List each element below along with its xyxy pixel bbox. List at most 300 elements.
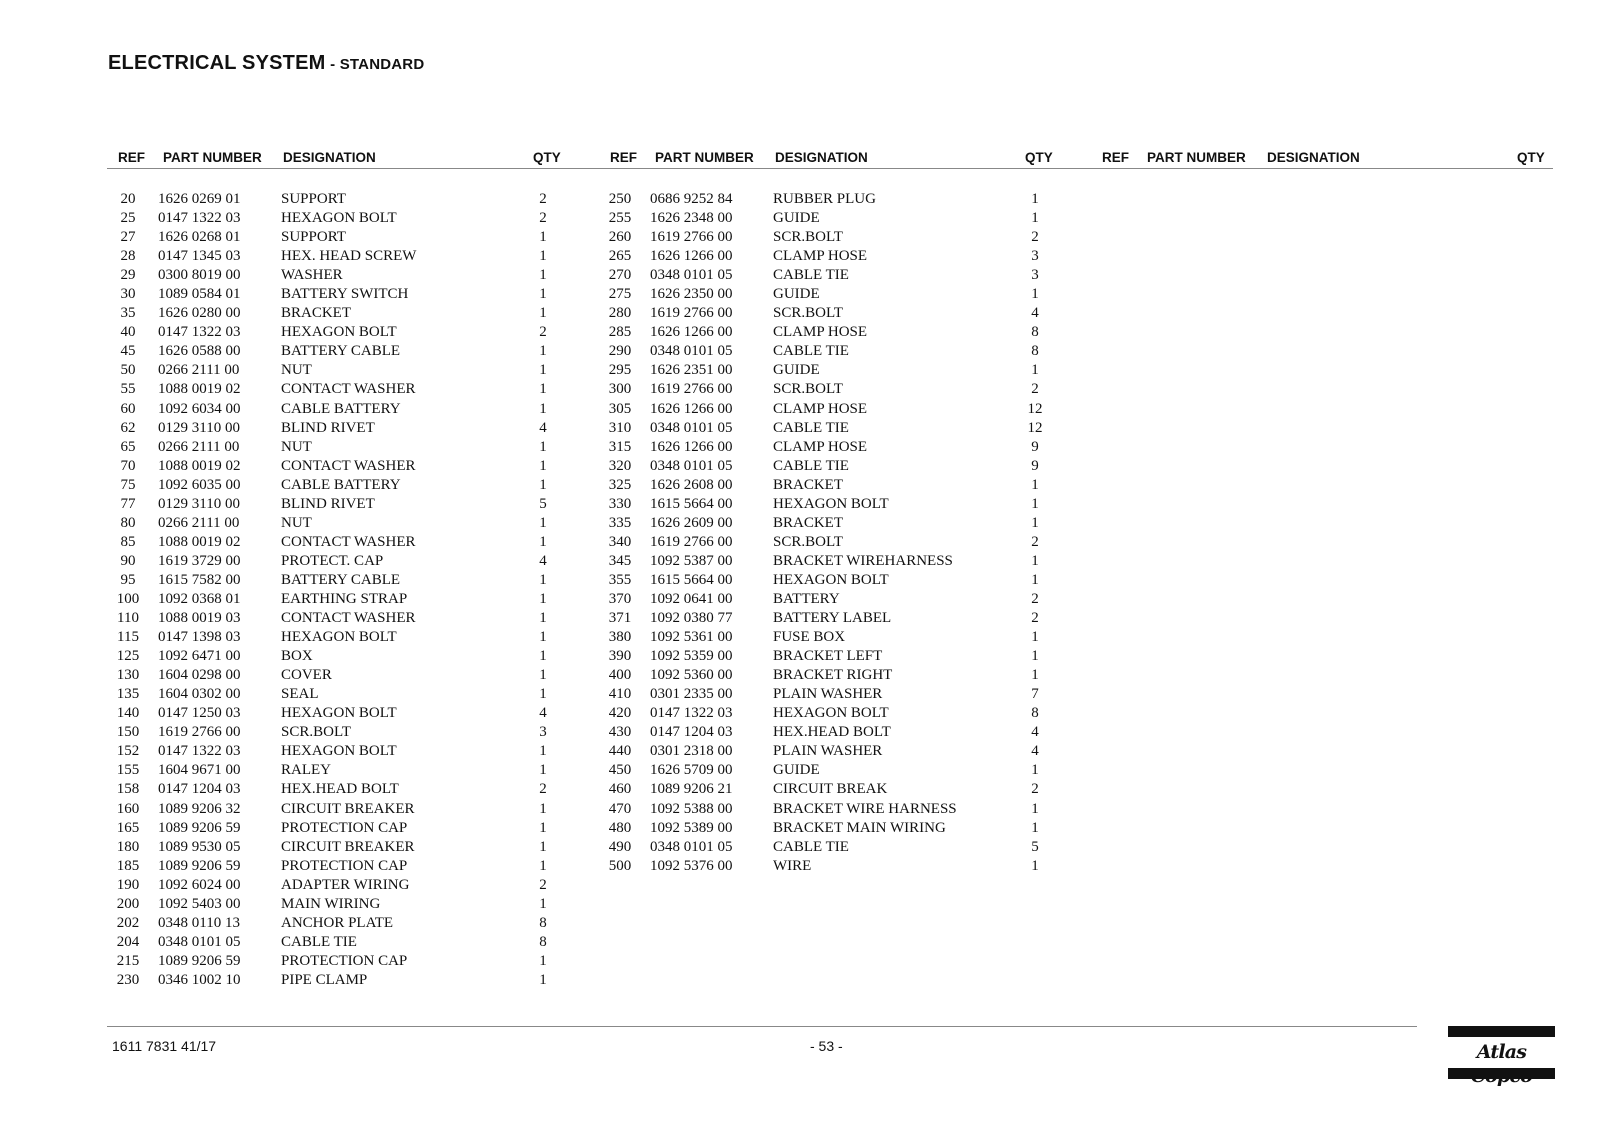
ref-cell: 30 [120,286,136,303]
part-number-cell: 1619 2766 00 [158,724,241,741]
qty-cell: 1 [1031,857,1039,874]
qty-cell: 8 [1031,705,1039,722]
part-number-cell: 1626 0268 01 [158,229,241,246]
qty-cell: 1 [539,800,547,817]
ref-cell: 355 [608,571,632,588]
designation-cell: BLIND RIVET [281,495,375,512]
qty-cell: 1 [539,343,547,360]
designation-cell: CABLE BATTERY [281,476,401,493]
ref-cell: 55 [120,381,136,398]
ref-cell: 390 [608,648,632,665]
designation-cell: CONTACT WASHER [281,381,416,398]
designation-cell: EARTHING STRAP [281,590,408,607]
ref-cell: 125 [116,648,140,665]
ref-cell: 75 [120,476,136,493]
designation-cell: CABLE TIE [773,267,849,284]
qty-cell: 1 [1031,571,1039,588]
designation-cell: CLAMP HOSE [773,324,868,341]
ref-cell: 152 [116,743,140,760]
qty-cell: 8 [1031,324,1039,341]
qty-cell: 1 [539,400,547,417]
designation-cell: CIRCUIT BREAK [773,781,888,798]
designation-cell: SCR.BOLT [773,229,843,246]
ref-cell: 110 [117,610,139,627]
qty-cell: 4 [539,419,547,436]
designation-cell: PLAIN WASHER [773,686,883,703]
logo-bar-bottom [1448,1068,1555,1079]
ref-cell: 285 [608,324,632,341]
qty-cell: 1 [539,286,547,303]
qty-cell: 7 [1031,686,1039,703]
document-number: 1611 7831 41/17 [112,1038,217,1054]
qty-cell: 5 [539,495,547,512]
qty-cell: 1 [539,571,547,588]
qty-cell: 4 [1031,724,1039,741]
designation-cell: GUIDE [773,762,820,779]
ref-cell: 290 [608,343,632,360]
part-number-cell: 1092 0380 77 [650,610,733,627]
part-number-cell: 0300 8019 00 [158,267,241,284]
part-number-cell: 1626 1266 00 [650,400,733,417]
qty-cell: 1 [1031,800,1039,817]
part-number-cell: 1092 5403 00 [158,895,241,912]
ref-cell: 65 [120,438,136,455]
part-number-cell: 1626 0588 00 [158,343,241,360]
part-number-cell: 0348 0101 05 [650,457,733,474]
part-number-cell: 1604 0298 00 [158,667,241,684]
part-number-cell: 1089 9206 32 [158,800,241,817]
part-number-cell: 1088 0019 03 [158,610,241,627]
designation-cell: BRACKET WIREHARNESS [773,552,953,569]
designation-cell: HEXAGON BOLT [281,629,397,646]
part-number-cell: 1092 5359 00 [650,648,733,665]
qty-cell: 1 [539,971,547,988]
part-number-cell: 0348 0101 05 [650,343,733,360]
part-number-cell: 0147 1322 03 [158,743,241,760]
designation-cell: MAIN WIRING [281,895,381,912]
qty-cell: 1 [1031,286,1039,303]
ref-cell: 180 [116,838,140,855]
qty-cell: 1 [539,857,547,874]
atlas-copco-logo [1448,1026,1555,1079]
part-number-cell: 1092 5389 00 [650,819,733,836]
header-ref-3: REF [1102,150,1129,165]
qty-cell: 3 [539,724,547,741]
qty-cell: 1 [1031,762,1039,779]
designation-cell: HEXAGON BOLT [773,495,889,512]
part-number-cell: 0147 1322 03 [158,210,241,227]
designation-cell: PROTECT. CAP [281,552,384,569]
part-number-cell: 1615 5664 00 [650,571,733,588]
qty-cell: 8 [1031,343,1039,360]
qty-cell: 1 [539,648,547,665]
ref-cell: 371 [608,610,632,627]
part-number-cell: 0346 1002 10 [158,971,241,988]
qty-cell: 2 [539,324,547,341]
qty-cell: 1 [539,229,547,246]
designation-cell: BATTERY [773,590,840,607]
ref-cell: 202 [116,914,140,931]
part-number-cell: 1619 2766 00 [650,533,733,550]
part-number-cell: 1619 2766 00 [650,381,733,398]
ref-cell: 204 [116,933,140,950]
part-number-cell: 1088 0019 02 [158,457,241,474]
designation-cell: NUT [281,438,312,455]
ref-cell: 260 [608,229,632,246]
ref-cell: 460 [608,781,632,798]
part-number-cell: 1626 2608 00 [650,476,733,493]
designation-cell: BRACKET WIRE HARNESS [773,800,957,817]
designation-cell: PLAIN WASHER [773,743,883,760]
ref-cell: 90 [120,552,136,569]
qty-cell: 4 [1031,305,1039,322]
ref-cell: 25 [120,210,136,227]
designation-cell: HEXAGON BOLT [281,743,397,760]
part-number-cell: 0147 1250 03 [158,705,241,722]
qty-cell: 3 [1031,267,1039,284]
ref-cell: 35 [120,305,136,322]
designation-cell: BATTERY LABEL [773,610,892,627]
designation-cell: GUIDE [773,362,820,379]
ref-cell: 115 [117,629,139,646]
designation-cell: BRACKET [773,514,844,531]
qty-cell: 9 [1031,457,1039,474]
page-number: - 53 - [810,1038,843,1054]
qty-cell: 2 [539,191,547,207]
ref-cell: 27 [120,229,136,246]
qty-cell: 1 [1031,191,1039,207]
designation-cell: SCR.BOLT [773,533,843,550]
ref-cell: 265 [608,248,632,265]
qty-cell: 1 [539,952,547,969]
ref-cell: 400 [608,667,632,684]
ref-cell: 450 [608,762,632,779]
header-designation-1: DESIGNATION [283,150,376,165]
part-number-cell: 1092 6034 00 [158,400,241,417]
qty-cell: 1 [1031,476,1039,493]
designation-cell: WASHER [281,267,343,284]
part-number-cell: 1604 0302 00 [158,686,241,703]
designation-cell: CABLE TIE [773,419,849,436]
qty-cell: 12 [1027,400,1043,417]
designation-cell: SEAL [281,686,319,703]
part-number-cell: 0348 0110 13 [158,914,240,931]
ref-cell: 155 [116,762,140,779]
qty-cell: 2 [539,210,547,227]
ref-cell: 470 [608,800,632,817]
qty-cell: 1 [1031,667,1039,684]
ref-cell: 325 [608,476,632,493]
qty-cell: 1 [539,667,547,684]
qty-cell: 1 [1031,648,1039,665]
part-number-cell: 1626 2351 00 [650,362,733,379]
designation-cell: BATTERY SWITCH [281,286,409,303]
qty-cell: 1 [1031,819,1039,836]
part-number-cell: 1092 6471 00 [158,648,241,665]
qty-cell: 1 [539,629,547,646]
ref-cell: 20 [120,191,136,207]
part-number-cell: 1092 0641 00 [650,590,733,607]
qty-cell: 12 [1027,419,1043,436]
part-number-cell: 1092 6024 00 [158,876,241,893]
qty-cell: 2 [1031,533,1039,550]
designation-cell: GUIDE [773,210,820,227]
qty-cell: 5 [1031,838,1039,855]
designation-cell: BRACKET RIGHT [773,667,893,684]
ref-cell: 40 [120,324,136,341]
part-number-cell: 1626 1266 00 [650,324,733,341]
designation-cell: PROTECTION CAP [281,857,408,874]
designation-cell: SCR.BOLT [281,724,351,741]
designation-cell: HEX.HEAD BOLT [773,724,891,741]
qty-cell: 1 [539,476,547,493]
designation-cell: COVER [281,667,332,684]
designation-cell: BATTERY CABLE [281,571,401,588]
qty-cell: 1 [1031,210,1039,227]
designation-cell: BLIND RIVET [281,419,375,436]
qty-cell: 9 [1031,438,1039,455]
part-number-cell: 1092 5388 00 [650,800,733,817]
designation-cell: CABLE BATTERY [281,400,401,417]
qty-cell: 1 [539,381,547,398]
qty-cell: 1 [1031,552,1039,569]
qty-cell: 2 [1031,229,1039,246]
part-number-cell: 0348 0101 05 [650,419,733,436]
ref-cell: 140 [116,705,140,722]
ref-cell: 340 [608,533,632,550]
qty-cell: 8 [539,933,547,950]
part-number-cell: 1089 9206 59 [158,952,241,969]
ref-cell: 335 [608,514,632,531]
ref-cell: 95 [120,571,136,588]
header-rule [107,168,1553,169]
header-part-number-2: PART NUMBER [655,150,754,165]
ref-cell: 50 [120,362,136,379]
qty-cell: 4 [1031,743,1039,760]
designation-cell: GUIDE [773,286,820,303]
part-number-cell: 0129 3110 00 [158,419,240,436]
qty-cell: 2 [539,876,547,893]
part-number-cell: 0129 3110 00 [158,495,240,512]
ref-cell: 345 [608,552,632,569]
part-number-cell: 0348 0101 05 [158,933,241,950]
ref-cell: 85 [120,533,136,550]
designation-cell: RUBBER PLUG [773,191,876,207]
header-ref-1: REF [118,150,145,165]
designation-cell: BRACKET MAIN WIRING [773,819,946,836]
header-ref-2: REF [610,150,637,165]
designation-cell: ANCHOR PLATE [281,914,394,931]
ref-cell: 150 [116,724,140,741]
designation-cell: SCR.BOLT [773,305,843,322]
ref-cell: 370 [608,590,632,607]
qty-cell: 1 [539,362,547,379]
designation-cell: RALEY [281,762,331,779]
part-number-cell: 1615 7582 00 [158,571,241,588]
footer-rule [107,1026,1417,1027]
designation-cell: PROTECTION CAP [281,819,408,836]
ref-cell: 305 [608,400,632,417]
part-number-cell: 1619 2766 00 [650,305,733,322]
ref-cell: 480 [608,819,632,836]
page-title [108,52,424,75]
qty-cell: 1 [539,533,547,550]
ref-cell: 315 [608,438,632,455]
ref-cell: 130 [116,667,140,684]
part-number-cell: 1092 5360 00 [650,667,733,684]
title-main: ELECTRICAL SYSTEM [108,52,326,74]
part-number-cell: 1626 1266 00 [650,438,733,455]
part-number-cell: 1626 2350 00 [650,286,733,303]
part-number-cell: 0147 1398 03 [158,629,241,646]
ref-cell: 215 [116,952,140,969]
qty-cell: 1 [539,838,547,855]
designation-cell: CABLE TIE [773,343,849,360]
part-number-cell: 1088 0019 02 [158,381,241,398]
part-number-cell: 0147 1204 03 [158,781,241,798]
qty-cell: 1 [539,590,547,607]
qty-cell: 2 [1031,381,1039,398]
part-number-cell: 1626 0269 01 [158,191,241,207]
header-designation-2: DESIGNATION [775,150,868,165]
designation-cell: HEXAGON BOLT [281,324,397,341]
part-number-cell: 1615 5664 00 [650,495,733,512]
header-part-number-1: PART NUMBER [163,150,262,165]
qty-cell: 1 [539,895,547,912]
header-qty-2: QTY [1025,150,1053,165]
qty-cell: 1 [539,743,547,760]
designation-cell: HEX.HEAD BOLT [281,781,399,798]
qty-cell: 1 [539,438,547,455]
header-part-number-3: PART NUMBER [1147,150,1246,165]
part-number-cell: 1619 2766 00 [650,229,733,246]
title-sub: - STANDARD [330,56,425,73]
ref-cell: 185 [116,857,140,874]
ref-cell: 70 [120,457,136,474]
designation-cell: CIRCUIT BREAKER [281,838,415,855]
designation-cell: BRACKET [281,305,352,322]
qty-cell: 2 [539,781,547,798]
designation-cell: BRACKET LEFT [773,648,883,665]
ref-cell: 490 [608,838,632,855]
part-number-cell: 1089 9530 05 [158,838,241,855]
part-number-cell: 0147 1322 03 [650,705,733,722]
qty-cell: 1 [539,248,547,265]
qty-cell: 1 [1031,495,1039,512]
qty-cell: 8 [539,914,547,931]
designation-cell: CLAMP HOSE [773,248,868,265]
qty-cell: 1 [1031,629,1039,646]
ref-cell: 250 [608,191,632,207]
part-number-cell: 0348 0101 05 [650,267,733,284]
designation-cell: BRACKET [773,476,844,493]
ref-cell: 45 [120,343,136,360]
designation-cell: CLAMP HOSE [773,438,868,455]
ref-cell: 280 [608,305,632,322]
ref-cell: 200 [116,895,140,912]
part-number-cell: 1089 9206 59 [158,819,241,836]
part-number-cell: 0147 1204 03 [650,724,733,741]
ref-cell: 430 [608,724,632,741]
part-number-cell: 0266 2111 00 [158,362,240,379]
part-number-cell: 1092 6035 00 [158,476,241,493]
ref-cell: 160 [116,800,140,817]
ref-cell: 100 [116,590,140,607]
logo-bar-top [1448,1026,1555,1037]
part-number-cell: 0147 1322 03 [158,324,241,341]
part-number-cell: 1088 0019 02 [158,533,241,550]
designation-cell: CONTACT WASHER [281,457,416,474]
ref-cell: 255 [608,210,632,227]
designation-cell: HEXAGON BOLT [281,210,397,227]
ref-cell: 275 [608,286,632,303]
ref-cell: 320 [608,457,632,474]
ref-cell: 270 [608,267,632,284]
qty-cell: 1 [539,686,547,703]
part-number-cell: 1092 0368 01 [158,590,241,607]
ref-cell: 135 [116,686,140,703]
part-number-cell: 1626 0280 00 [158,305,241,322]
ref-cell: 190 [116,876,140,893]
part-number-cell: 1089 9206 59 [158,857,241,874]
qty-cell: 1 [539,457,547,474]
part-number-cell: 1626 2609 00 [650,514,733,531]
qty-cell: 1 [539,305,547,322]
ref-cell: 330 [608,495,632,512]
designation-cell: PIPE CLAMP [281,971,368,988]
ref-cell: 29 [120,267,136,284]
designation-cell: CLAMP HOSE [773,400,868,417]
header-qty-3: QTY [1517,150,1545,165]
part-number-cell: 0348 0101 05 [650,838,733,855]
qty-cell: 4 [539,552,547,569]
qty-cell: 1 [539,819,547,836]
ref-cell: 230 [116,971,140,988]
part-number-cell: 0301 2318 00 [650,743,733,760]
designation-cell: BOX [281,648,313,665]
ref-cell: 500 [608,857,632,874]
part-number-cell: 0266 2111 00 [158,438,240,455]
ref-cell: 420 [608,705,632,722]
part-number-cell: 0147 1345 03 [158,248,241,265]
designation-cell: CONTACT WASHER [281,533,416,550]
part-number-cell: 1626 5709 00 [650,762,733,779]
designation-cell: FUSE BOX [773,629,846,646]
qty-cell: 1 [539,610,547,627]
part-number-cell: 1092 5376 00 [650,857,733,874]
part-number-cell: 0266 2111 00 [158,514,240,531]
ref-cell: 310 [608,419,632,436]
part-number-cell: 0686 9252 84 [650,191,733,207]
qty-cell: 1 [539,267,547,284]
qty-cell: 1 [1031,514,1039,531]
designation-cell: CABLE TIE [281,933,357,950]
ref-cell: 62 [120,419,136,436]
qty-cell: 4 [539,705,547,722]
qty-cell: 1 [1031,362,1039,379]
designation-cell: SUPPORT [281,229,346,246]
part-number-cell: 1626 2348 00 [650,210,733,227]
part-number-cell: 1092 5361 00 [650,629,733,646]
designation-cell: WIRE [773,857,812,874]
part-number-cell: 0301 2335 00 [650,686,733,703]
designation-cell: HEXAGON BOLT [773,705,889,722]
designation-cell: HEXAGON BOLT [281,705,397,722]
designation-cell: HEXAGON BOLT [773,571,889,588]
designation-cell: HEX. HEAD SCREW [281,248,417,265]
designation-cell: CONTACT WASHER [281,610,416,627]
part-number-cell: 1604 9671 00 [158,762,241,779]
